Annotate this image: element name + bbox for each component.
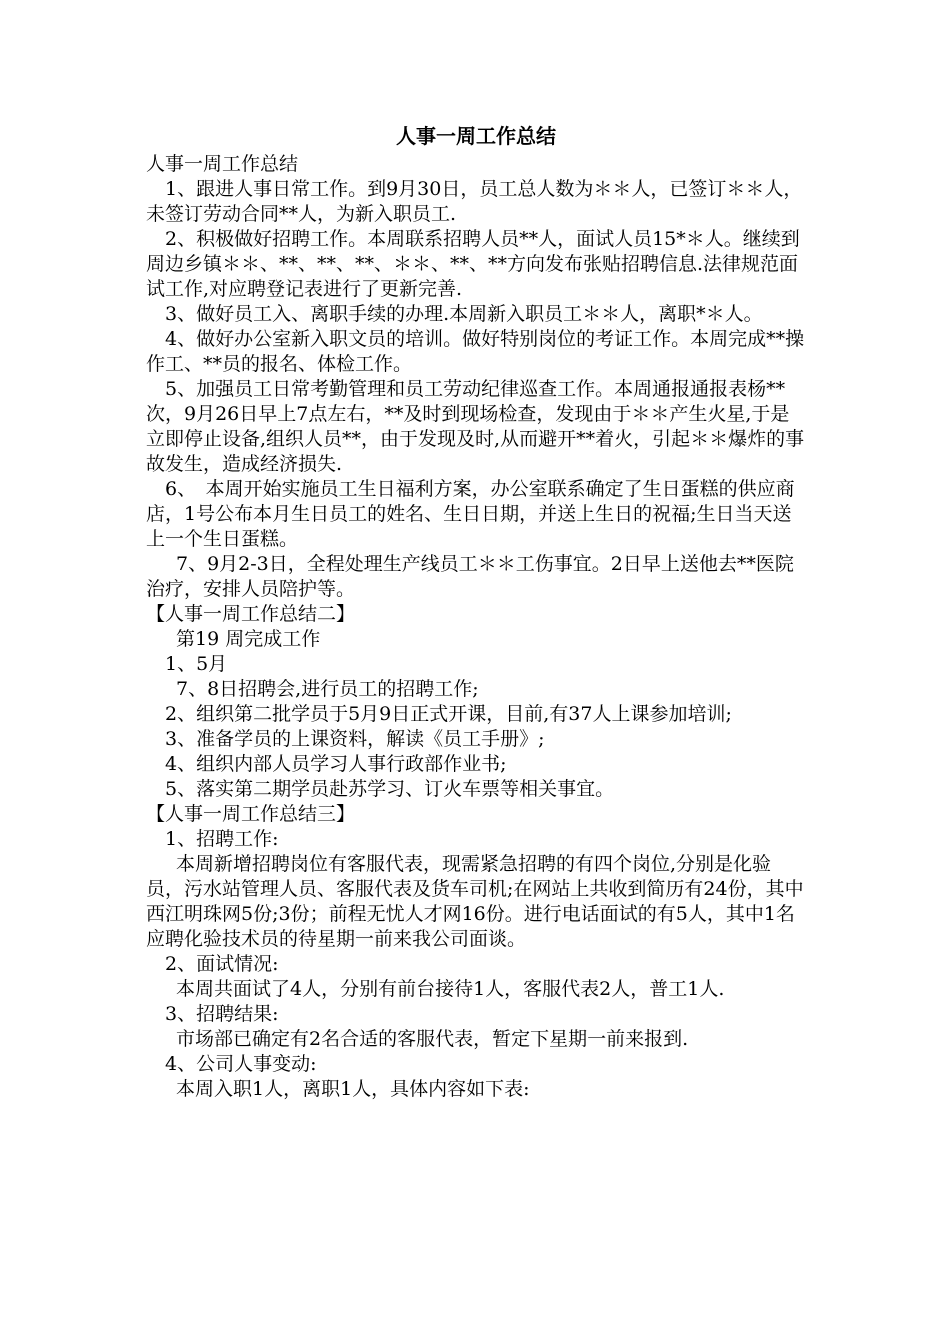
document-subtitle: 人事一周工作总结 xyxy=(146,153,299,175)
document-title: 人事一周工作总结 xyxy=(396,124,556,148)
section-heading-2: 【人事一周工作总结二】 xyxy=(146,603,356,625)
month-label: 1、5月 xyxy=(165,653,228,675)
paragraph-1-1: 1、跟进人事日常工作。到9月30日，员工总人数为＊＊人，已签订＊＊人，未签订劳动合同**人，为新入职员工. xyxy=(146,178,803,225)
recruit-title: 1、招聘工作: xyxy=(165,828,279,850)
document-page xyxy=(146,122,806,1102)
list-item-2-4: 4、组织内部人员学习人事行政部作业书; xyxy=(165,753,507,775)
interview-title: 2、面试情况: xyxy=(165,953,279,975)
list-item-2-2: 2、组织第二批学员于5月9日正式开课，目前,有37人上课参加培训; xyxy=(165,703,732,725)
result-title: 3、招聘结果: xyxy=(165,1003,279,1025)
paragraph-1-6: 6、 本周开始实施员工生日福利方案，办公室联系确定了生日蛋糕的供应商店，1号公布本月生日员工的姓名、生日日期，并送上生日的祝福;生日当天送上一个生日蛋糕。 xyxy=(146,478,795,550)
paragraph-1-4: 4、做好办公室新入职文员的培训。做好特别岗位的考证工作。本周完成**操作工、**员的报名、体检工作。 xyxy=(146,328,805,375)
paragraph-1-2: 2、积极做好招聘工作。本周联系招聘人员**人，面试人员15*＊人。继续到周边乡镇＊＊、**、**、**、＊＊、**、**方向发布张贴招聘信息.法律规范面试工作,对应聘登记表进行了更新完善. xyxy=(146,228,800,300)
week-label: 第19 周完成工作 xyxy=(176,628,321,650)
staff-change-title: 4、公司人事变动: xyxy=(165,1053,317,1075)
staff-change-body: 本周入职1人，离职1人，具体内容如下表: xyxy=(176,1078,530,1100)
list-item-2-5: 5、落实第二期学员赴苏学习、订火车票等相关事宜。 xyxy=(165,778,615,800)
paragraph-1-3: 3、做好员工入、离职手续的办理.本周新入职员工＊＊人，离职*＊人。 xyxy=(165,303,763,325)
paragraph-1-5: 5、加强员工日常考勤管理和员工劳动纪律巡查工作。本周通报通报表杨**次，9月26日早上7点左右，**及时到现场检查，发现由于＊＊产生火星,于是立即停止设备,组织人员**，由于发现及时,从而避开**着火，引起＊＊爆炸的事故发生，造成经济损失. xyxy=(146,378,805,475)
list-item-2-3: 3、准备学员的上课资料，解读《员工手册》; xyxy=(165,728,545,750)
recruit-body: 本周新增招聘岗位有客服代表，现需紧急招聘的有四个岗位,分别是化验员，污水站管理人员、客服代表及货车司机;在网站上共收到简历有24份，其中西江明珠网5份;3份；前程无忧人才网16份。进行电话面试的有5人，其中1名应聘化验技术员的待星期一前来我公司面谈。 xyxy=(146,853,804,950)
section-heading-3: 【人事一周工作总结三】 xyxy=(146,803,356,825)
paragraph-1-7: 7、9月2-3日，全程处理生产线员工＊＊工伤事宜。2日早上送他去**医院治疗，安排人员陪护等。 xyxy=(146,553,794,600)
result-body: 市场部已确定有2名合适的客服代表，暂定下星期一前来报到. xyxy=(176,1028,689,1050)
interview-body: 本周共面试了4人，分别有前台接待1人，客服代表2人，普工1人. xyxy=(176,978,725,1000)
list-item-2-1: 7、8日招聘会,进行员工的招聘工作; xyxy=(176,678,479,700)
